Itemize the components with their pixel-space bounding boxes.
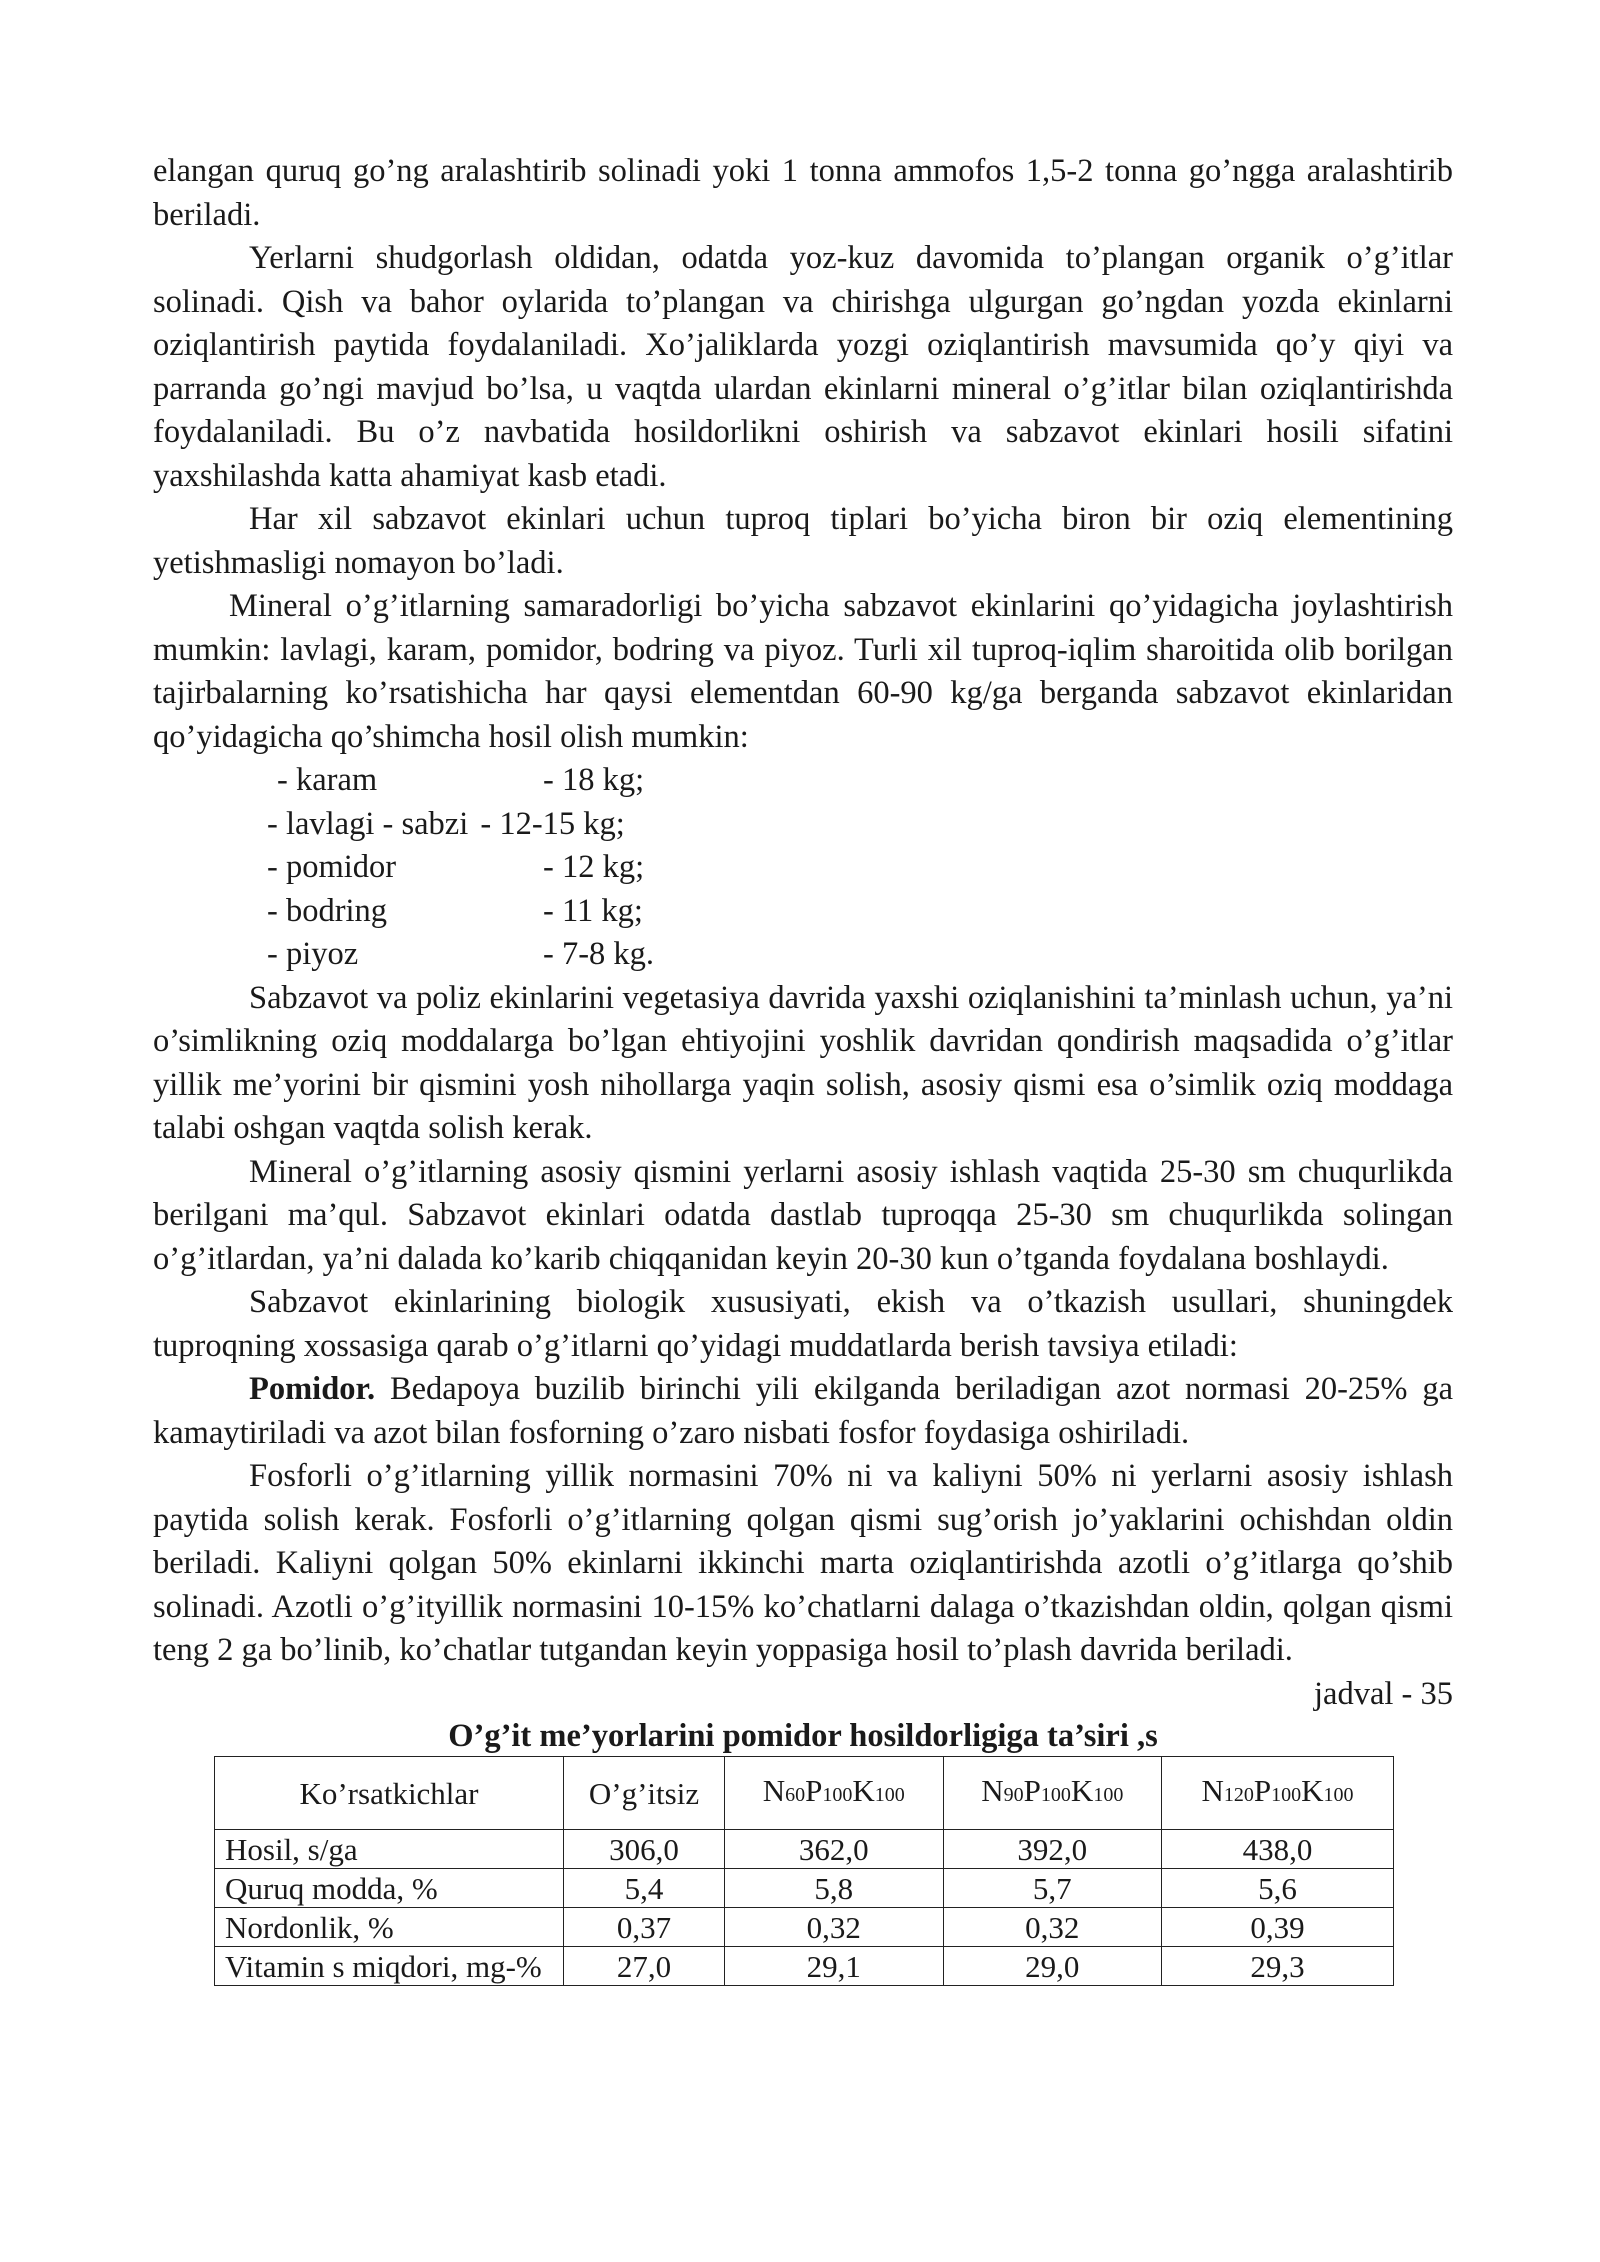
list-item-name: - piyoz <box>267 936 359 972</box>
table-cell: 362,0 <box>725 1830 944 1869</box>
paragraph-2: Yerlarni shudgorlash oldidan, odatda yoz-kuz davomida to’plangan organik o’g’itlar solinadi. Qish va bahor oylarida to’plangan va chirishga ulgurgan go’ngdan yozda ekinlarni oziqlantirish paytida foydalaniladi. Xo’jaliklarda yozgi oziqlantirish mavsumida qo’y qiyi va parranda go’ngi mavjud bo’lsa, u vaqtda ulardan ekinlarni mineral o’g’itlar bilan oziqlantirishda foydalaniladi. Bu o’z navbatida hosildorlikni oshirish va sabzavot ekinlari hosili sifatini yaxshilashda katta ahamiyat kasb etadi. <box>153 240 1453 494</box>
paragraph-7: Sabzavot ekinlarining biologik xususiyati, ekish va o’tkazish usullari, shuningdek tuproqning xossasiga qarab o’g’itlarni qo’yidagi muddatlarda berish tavsiya etiladi: <box>153 1284 1453 1364</box>
header-n-sub: 120 <box>1223 1784 1254 1806</box>
table-cell: 5,4 <box>564 1869 725 1908</box>
table-cell: 5,7 <box>943 1869 1162 1908</box>
row-label: Vitamin s miqdori, mg-% <box>215 1947 564 1986</box>
table-row <box>215 1908 1394 1947</box>
list-item <box>153 803 1453 847</box>
table-cell: 5,6 <box>1162 1869 1394 1908</box>
table-row <box>215 1947 1394 1986</box>
row-label: Quruq modda, % <box>215 1869 564 1908</box>
column-header: Ko’rsatkichlar <box>215 1757 564 1830</box>
table-cell: 29,3 <box>1162 1947 1394 1986</box>
list-item-value: - 11 kg; <box>543 892 643 929</box>
table-cell: 0,32 <box>943 1908 1162 1947</box>
section-heading-pomidor: Pomidor. <box>249 1371 376 1407</box>
list-item-name: - lavlagi - sabzi <box>267 805 469 842</box>
list-item-value: - 18 kg; <box>543 762 645 798</box>
data-table <box>214 1756 1394 1986</box>
table-cell: 27,0 <box>564 1947 725 1986</box>
paragraph-8 <box>153 1368 1453 1455</box>
table-cell: 29,1 <box>725 1947 944 1986</box>
header-n-sub: 90 <box>1003 1784 1024 1806</box>
paragraph-4: Mineral o’g’itlarning samaradorligi bo’yicha sabzavot ekinlarini qo’yidagicha joylashtirish mumkin: lavlagi, karam, pomidor, bodring va piyoz. Turli xil tuproq-iqlim sharoitida olib borilgan tajirbalarning ko’rsatishicha har qaysi elementdan 60-90 kg/ga berganda sabzavot ekinlaridan qo’yidagicha qo’shimcha hosil olish mumkin: <box>153 588 1453 755</box>
column-header <box>943 1757 1162 1830</box>
column-header <box>1162 1757 1394 1830</box>
header-k-sub: 100 <box>1323 1784 1354 1806</box>
row-label: Hosil, s/ga <box>215 1830 564 1869</box>
header-p: P <box>805 1773 823 1808</box>
header-p-sub: 100 <box>822 1784 853 1806</box>
paragraph-8-text: Bedapoya buzilib birinchi yili ekilganda beriladigan azot normasi 20-25% ga kamaytiriladi va azot bilan fosforning o’zaro nisbati fosfor foydasiga oshiriladi. <box>153 1371 1453 1451</box>
table-cell: 29,0 <box>943 1947 1162 1986</box>
header-n: N <box>981 1773 1004 1808</box>
header-k: K <box>1070 1773 1094 1808</box>
list-item <box>153 933 1453 977</box>
header-n: N <box>762 1773 786 1808</box>
list-item <box>153 759 1453 803</box>
column-header: O’g’itsiz <box>564 1757 725 1830</box>
table-row <box>215 1830 1394 1869</box>
table-cell: 0,39 <box>1162 1908 1394 1947</box>
table-cell: 392,0 <box>943 1830 1162 1869</box>
list-item-name: - bodring <box>267 892 388 929</box>
list-item <box>153 890 1453 934</box>
yields-list <box>153 759 1453 977</box>
table-cell: 5,8 <box>725 1869 944 1908</box>
list-item-value: - 7-8 kg. <box>543 936 655 972</box>
header-n: N <box>1201 1773 1224 1808</box>
header-k: K <box>1301 1773 1324 1808</box>
header-k: K <box>852 1773 875 1808</box>
list-item <box>153 846 1453 890</box>
column-header <box>725 1757 944 1830</box>
paragraph-3: Har xil sabzavot ekinlari uchun tuproq tiplari bo’yicha biron bir oziq elementining yetishmasligi nomayon bo’ladi. <box>153 501 1453 581</box>
table-cell: 438,0 <box>1162 1830 1394 1869</box>
table-cell: 306,0 <box>564 1830 725 1869</box>
table-cell: 0,37 <box>564 1908 725 1947</box>
paragraph-1: elangan quruq go’ng aralashtirib solinadi yoki 1 tonna ammofos 1,5-2 tonna go’ngga aralashtirib beriladi. <box>153 153 1453 233</box>
paragraph-9: Fosforli o’g’itlarning yillik normasini 70% ni va kaliyni 50% ni yerlarni asosiy ishlash paytida solish kerak. Fosforli o’g’itlarning qolgan qismi sug’orish jo’yaklarini ochishdan oldin beriladi. Kaliyni qolgan 50% ekinlarni ikkinchi marta oziqlantirishda azotli o’g’itlarga qo’shib solinadi. Azotli o’g’ityillik normasini 10-15% ko’chatlarni dalaga o’tkazishdan oldin, qolgan qismi teng 2 ga bo’linib, ko’chatlar tutgandan keyin yoppasiga hosil to’plash davrida beriladi. <box>153 1458 1453 1668</box>
table-header-row <box>215 1757 1394 1830</box>
header-n-sub: 60 <box>785 1784 806 1806</box>
header-p: P <box>1023 1773 1041 1808</box>
header-p-sub: 100 <box>1271 1784 1302 1806</box>
header-p-sub: 100 <box>1040 1784 1071 1806</box>
table-row <box>215 1869 1394 1908</box>
table-reference: jadval - 35 <box>1314 1675 1453 1712</box>
header-k-sub: 100 <box>874 1784 905 1806</box>
table-title: O’g’it me’yorlarini pomidor hosildorligiga ta’siri ,s <box>448 1718 1158 1754</box>
header-p: P <box>1253 1773 1272 1808</box>
table-cell: 0,32 <box>725 1908 944 1947</box>
list-item-name: - pomidor <box>267 849 397 885</box>
document-page <box>153 150 1453 1986</box>
header-k-sub: 100 <box>1093 1784 1124 1806</box>
list-item-value: - 12-15 kg; <box>480 805 625 842</box>
list-item-value: - 12 kg; <box>543 849 645 885</box>
row-label: Nordonlik, % <box>215 1908 564 1947</box>
paragraph-5: Sabzavot va poliz ekinlarini vegetasiya davrida yaxshi oziqlanishini ta’minlash uchun, ya’ni o’simlikning oziq moddalarga bo’lgan ehtiyojini yoshlik davridan qondirish maqsadida o’g’itlar yillik me’yorini bir qismini yosh nihollarga yaqin solish, asosiy qismi esa o’simlik oziq moddaga talabi oshgan vaqtda solish kerak. <box>153 979 1453 1146</box>
paragraph-6: Mineral o’g’itlarning asosiy qismini yerlarni asosiy ishlash vaqtida 25-30 sm chuqurlikda berilgani ma’qul. Sabzavot ekinlari odatda dastlab tuproqqa 25-30 sm chuqurlikda solingan o’g’itlardan, ya’ni dalada ko’karib chiqqanidan keyin 20-30 kun o’tganda foydalana boshlaydi. <box>153 1153 1453 1277</box>
list-item-name: - karam <box>277 762 378 798</box>
